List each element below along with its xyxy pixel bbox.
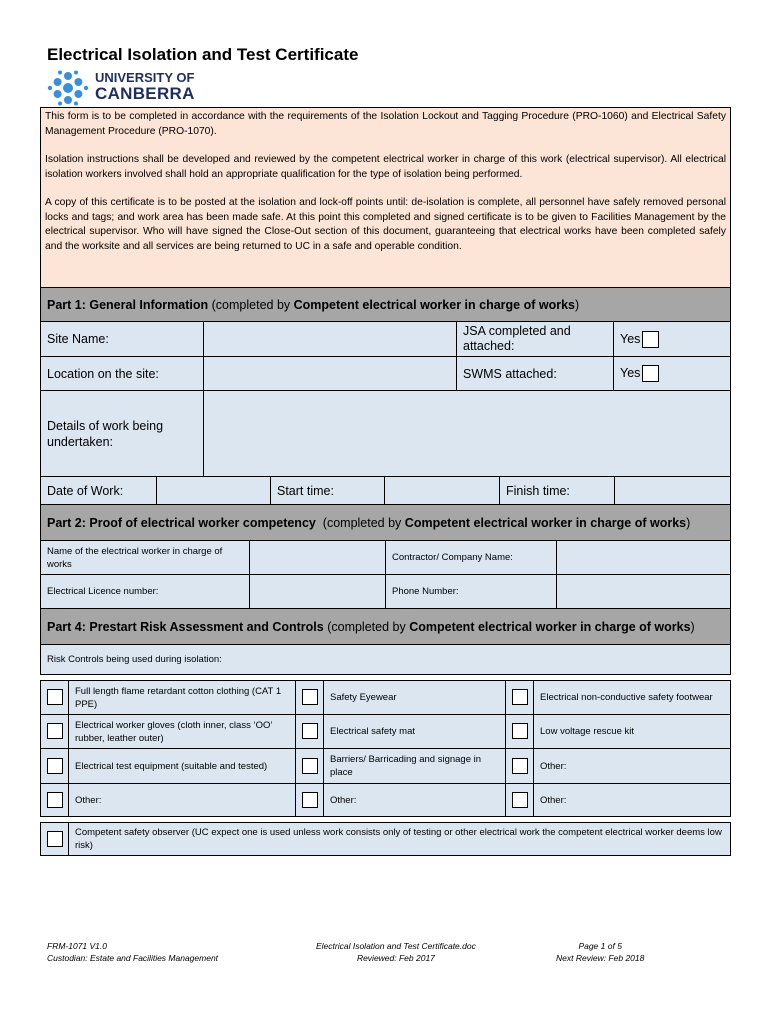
control-label: Other: [324, 784, 506, 817]
control-label: Low voltage rescue kit [534, 715, 731, 749]
details-label: Details of work being undertaken: [41, 391, 204, 478]
control-checkbox-cell [506, 715, 534, 749]
control-checkbox[interactable] [302, 689, 318, 705]
control-checkbox-cell [41, 784, 69, 817]
university-logo [47, 70, 217, 106]
control-checkbox-cell [506, 681, 534, 715]
control-label: Safety Eyewear [324, 681, 506, 715]
intro-box [40, 107, 731, 291]
observer-checkbox-cell [41, 823, 69, 856]
licence-input[interactable] [250, 575, 386, 609]
control-label: Other: [69, 784, 296, 817]
risk-controls-label: Risk Controls being used during isolation: [41, 645, 731, 675]
part1-header: Part 1: General Information (completed by Competent electrical worker in charge of works) [41, 288, 731, 322]
jsa-yes: Yes [614, 322, 731, 357]
control-label: Electrical non-conductive safety footwear [534, 681, 731, 715]
control-label: Electrical safety mat [324, 715, 506, 749]
part1-time-table [40, 476, 731, 505]
control-checkbox[interactable] [47, 758, 63, 774]
site-name-input[interactable] [204, 322, 457, 357]
details-input[interactable] [204, 391, 731, 478]
part1-table [40, 287, 731, 478]
control-checkbox[interactable] [512, 689, 528, 705]
control-checkbox[interactable] [47, 792, 63, 808]
control-label: Electrical test equipment (suitable and tested) [69, 749, 296, 784]
worker-name-label: Name of the electrical worker in charge of works [41, 541, 250, 575]
intro-paragraph: Isolation instructions shall be developed and reviewed by the competent electrical worker in charge of this work (electrical supervisor). All electrical isolation workers involved shall hold an appropriate qualification for the type of isolation being performed. [45, 154, 726, 180]
start-label: Start time: [271, 477, 385, 505]
footer-right [556, 940, 644, 964]
logo-line1: UNIVERSITY OF [95, 70, 195, 85]
control-label: Electrical worker gloves (cloth inner, class ‘OO’ rubber, leather outer) [69, 715, 296, 749]
document-title: Electrical Isolation and Test Certificate [47, 45, 359, 64]
reviewed-date: Reviewed: Feb 2017 [356, 953, 435, 963]
jsa-label: JSA completed and attached: [457, 322, 614, 357]
doc-name: Electrical Isolation and Test Certificate.doc [316, 941, 476, 951]
contractor-input[interactable] [557, 541, 731, 575]
worker-name-input[interactable] [250, 541, 386, 575]
location-input[interactable] [204, 357, 457, 391]
licence-label: Electrical Licence number: [41, 575, 250, 609]
intro-paragraph: A copy of this certificate is to be posted at the isolation and lock-off points until: de-isolation is complete, all personnel have safely removed personal locks and tags; and work area has been made safe. At this point this completed and signed certificate is to be given to Facilities Management by the electrical supervisor. Who will have signed the Close-Out section of this document, guaranteeing that electrical works have been completed safely and the worksite and all services are being returned to UC in a safe and operable condition. [45, 197, 726, 252]
control-checkbox-cell [296, 784, 324, 817]
custodian: Custodian: Estate and Facilities Management [47, 953, 219, 963]
control-checkbox-cell [41, 681, 69, 715]
footer-left [47, 940, 218, 964]
control-checkbox-cell [296, 749, 324, 784]
date-input[interactable] [157, 477, 271, 505]
control-label: Full length flame retardant cotton clothing (CAT 1 PPE) [69, 681, 296, 715]
finish-input[interactable] [615, 477, 731, 505]
control-checkbox[interactable] [47, 723, 63, 739]
control-checkbox[interactable] [512, 792, 528, 808]
form-number: FRM-1071 V1.0 [47, 941, 107, 951]
part2-header: Part 2: Proof of electrical worker competency (completed by Competent electrical worker in charge of works) [41, 505, 731, 541]
control-checkbox[interactable] [47, 689, 63, 705]
control-checkbox[interactable] [512, 758, 528, 774]
observer-checkbox[interactable] [47, 831, 63, 847]
footer-center [316, 940, 476, 964]
control-label: Other: [534, 784, 731, 817]
part4-table [40, 608, 731, 856]
observer-label: Competent safety observer (UC expect one is used unless work consists only of testing or other electrical work the competent electrical worker deems low risk) [69, 823, 731, 856]
location-label: Location on the site: [41, 357, 204, 391]
part4-header: Part 4: Prestart Risk Assessment and Controls (completed by Competent electrical worker in charge of works) [41, 609, 731, 645]
contractor-label: Contractor/ Company Name: [386, 541, 557, 575]
control-label: Other: [534, 749, 731, 784]
jsa-checkbox[interactable] [642, 331, 659, 348]
control-checkbox-cell [41, 749, 69, 784]
site-name-label: Site Name: [41, 322, 204, 357]
date-label: Date of Work: [41, 477, 157, 505]
snowflake-logo-icon [47, 70, 91, 106]
control-checkbox-cell [296, 715, 324, 749]
logo-line2: CANBERRA [95, 84, 195, 103]
control-checkbox[interactable] [302, 792, 318, 808]
intro-paragraph: This form is to be completed in accordance with the requirements of the Isolation Lockout and Tagging Procedure (PRO-1060) and Electrical Safety Management Procedure (PRO-1070). [45, 111, 726, 137]
control-label: Barriers/ Barricading and signage in place [324, 749, 506, 784]
swms-checkbox[interactable] [642, 365, 659, 382]
control-checkbox[interactable] [302, 723, 318, 739]
phone-label: Phone Number: [386, 575, 557, 609]
control-checkbox-cell [506, 784, 534, 817]
control-checkbox-cell [41, 715, 69, 749]
swms-label: SWMS attached: [457, 357, 614, 391]
phone-input[interactable] [557, 575, 731, 609]
control-checkbox-cell [296, 681, 324, 715]
finish-label: Finish time: [500, 477, 615, 505]
control-checkbox-cell [506, 749, 534, 784]
page-number: Page 1 of 5 [578, 941, 622, 951]
part2-table [40, 504, 731, 609]
control-checkbox[interactable] [512, 723, 528, 739]
control-checkbox[interactable] [302, 758, 318, 774]
next-review-date: Next Review: Feb 2018 [556, 953, 645, 963]
start-input[interactable] [385, 477, 500, 505]
swms-yes: Yes [614, 357, 731, 391]
